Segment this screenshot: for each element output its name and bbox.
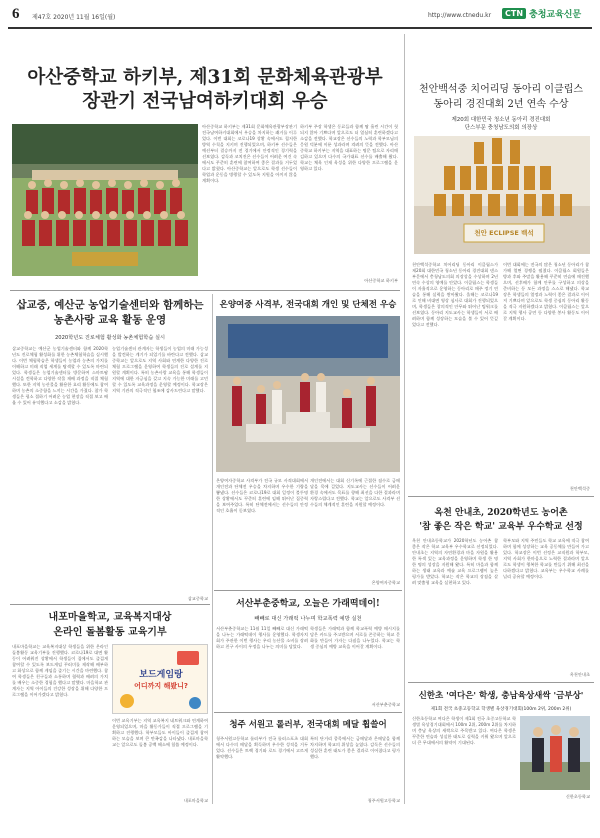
- lead-title-line1: 아산중학교 하키부, 제31회 문화체육관광부: [27, 67, 383, 88]
- naepo-title-line1: 내포마을학교, 교육복지대상: [48, 612, 172, 623]
- shooting-team-photo: [216, 316, 400, 472]
- sapgyo-byline: 삽교중학교: [187, 596, 208, 601]
- okcheon-title-line2: '참 좋은 작은 학교' 교육부 우수학교 선정: [419, 522, 583, 532]
- naepo-title-line2: 온라인 돌봄활동 교육기부: [53, 627, 167, 638]
- seosan-body-col1: 서산부춘중학교는 11월 11일 빼빼로 대신 가래떡을 나누는 가래떡데이 행사를 운영했다. 학생자치회가 주관한 이번 행사는 우리 농산물 소비를 장려하고 친구 사이의 우정을 나누는 의미를 담았다.: [216, 626, 308, 649]
- cheerleading-subtitle-line2: 단스부문 충청남도의회 의장상: [464, 125, 538, 131]
- seosan-bottom-rule: [214, 712, 402, 713]
- column-divider-left: [212, 294, 213, 804]
- naepo-body-col1: 내포마을학교는 교육복지대상 학생들을 위한 온라인 돌봄활동 교육기부를 진행했다. 코로나19로 대면 활동이 어려워진 상황에서 학생들이 집에서도 즐겁게 참여할 수 있도록 보드게임 꾸러미를 제작해 배부하고 화상으로 함께 게임을 즐기는 시간을 마련했다. 참여 학생들은 친구들과 소통하며 협력과 배려의 가치를 배우는 소중한 경험을 했다고 말했다. 마을학교 관계자는 지역 아이들의 건강한 성장을 위해 다양한 프로그램을 이어가겠다고 밝혔다.: [12, 644, 108, 697]
- cheerleading-team-photo: [414, 136, 590, 254]
- onyang-body-col2: 개인전에서는 대회 신기록에 근접한 점수로 금메달을 목에 걸었다. 지도교사는 선수들이 어려운 환경 속에서도 목표를 향해 최선을 다한 결과라며 자랑스럽다고 전했다. 학교는 앞으로도 사격부 선수들의 체계적인 훈련을 지원할 예정이다.: [310, 478, 400, 507]
- sinhan-athlete-image: [520, 716, 590, 790]
- sinhan-body: 신한초등학교 여다은 학생이 제1회 전국 초중고등학교 학생별 육상경기대회에서 100m 2위, 200m 2위를 차지하며 충남 육상의 새싹으로 주목받고 있다. 여다은 학생은 꾸준한 연습과 성실한 태도로 실력을 키워 왔으며 앞으로 더 큰 무대에서의 활약이 기대된다.: [412, 716, 516, 745]
- seosan-subtitle: 빼빼로 대신 가래떡 나누며 학교폭력 예방 실천: [254, 616, 362, 622]
- okcheon-body-col2: 학부모와 지역 주민들도 학교 교육에 적극 참여하며 함께 성장하는 교육 공동체를 만들어 가고 있다. 학교장은 이번 선정은 교직원과 학부모, 지역 사회가 한마음으로 노력한 결과라며 앞으로도 학생이 행복한 학교를 만들기 위해 최선을 다하겠다고 밝혔다. 교육부는 우수학교 사례를 널리 공유할 예정이다.: [503, 538, 589, 579]
- seosan-byline: 서산부춘중학교: [371, 702, 400, 707]
- cheerleading-headline: [408, 82, 594, 112]
- page-header: [8, 4, 592, 26]
- eclipse-banner: 천안 ECLIPSE 백석: [474, 229, 534, 237]
- sapgyo-title-line1: 삽교중, 예산군 농업기술센터와 함께하는: [16, 299, 204, 311]
- sapgyo-subtitle: 2020학년도 진로체험 활성화 농촌체험학습 실시: [55, 335, 165, 341]
- cheongju-byline: 청주서원고등학교: [367, 798, 400, 803]
- cheongju-body-col1: 청주서원고등학교 롤러부가 전국 롤러스포츠 대회에서 다수의 메달을 획득하며 우수한 성적을 거두었다. 선수들은 트랙 경기와 로드 경기에서 고르게 활약했다.: [216, 736, 308, 759]
- sapgyo-headline: [10, 298, 210, 328]
- sinhan-subtitle: 제1회 전국 초중고등학교 학생별 육상경기대회(100m 2위, 200m 2위): [430, 707, 572, 712]
- lead-headline: [10, 66, 400, 114]
- ctn-logo: CTN: [502, 8, 526, 19]
- okcheon-bottom-rule: [408, 682, 594, 683]
- naepo-byline: 내포마을학교: [183, 798, 208, 803]
- cheerleading-title-line1: 천안백석중 치어리딩 동아리 이클립스: [418, 84, 584, 95]
- cheerleading-subtitle: [408, 116, 594, 132]
- sapgyo-body-col2: 농업기술센터 관계자는 학생들이 농업의 미래 가능성을 발견하는 계기가 되었기를 바란다고 전했다. 삽교중학교는 앞으로도 지역 사회와 연계한 다양한 진로체험 프로그램을 운영하여 학생들의 진로 설계를 지원할 계획이다. 특히 농촌사랑 교육을 통해 학생들이 지역에 대한 자긍심을 갖고 지속 가능한 미래를 고민할 수 있도록 교육과정을 운영할 예정이다. 학교장은 지역 기관의 적극적인 협조에 감사드린다고 말했다.: [112, 346, 208, 393]
- naepo-headline: [10, 610, 210, 640]
- cheerleading-title-line2: 동아리 경진대회 2년 연속 수상: [433, 99, 569, 110]
- brand-name: 충청교육신문: [529, 10, 582, 20]
- right-mid-rule: [408, 496, 594, 497]
- okcheon-headline: [408, 506, 594, 534]
- cheongju-body-col2: 특히 단거리 종목에서는 금메달과 은메달을 함께 차지하며 학교의 위상을 높였다. 감독은 선수들의 성실한 훈련 태도가 좋은 결과로 이어졌다고 평가했다.: [310, 736, 400, 759]
- cheerleading-byline: 천안백석중: [569, 486, 590, 491]
- hockey-team-image: [12, 124, 198, 276]
- sinhan-byline: 신한초등학교: [565, 794, 590, 799]
- sapgyo-title-line2: 농촌사랑 교육 활동 운영: [53, 314, 167, 326]
- lead-bottom-rule: [10, 290, 400, 291]
- shooting-team-image: [216, 316, 400, 472]
- onyang-headline: 온양여중 사격부, 전국대회 개인 및 단체전 우승: [219, 300, 397, 310]
- seosan-body-col2: 학생들은 가래떡과 함께 학교폭력 예방 메시지를 담은 카드를 주고받으며 서로를 존중하는 학교 문화를 만들어 가자는 다짐을 나누었다. 학교는 학생 중심의 예방 교육을 이어갈 계획이다.: [310, 626, 400, 649]
- lead-byline: 아산중학교 하키부: [364, 278, 398, 283]
- lead-title-line2: 장관기 전국남여하키대회 우승: [82, 91, 328, 112]
- sapgyo-bottom-rule: [10, 604, 210, 605]
- column-divider-right: [404, 34, 405, 804]
- issue-info: 제47호 2020년 11월 16일(월): [32, 14, 116, 21]
- site-url[interactable]: http://www.ctnedu.kr: [428, 12, 492, 19]
- page-number: 6: [12, 6, 20, 22]
- okcheon-byline: 옥천안내초: [569, 672, 590, 677]
- onyang-body-col1: 온양여자중학교 사격부가 전국 규모 사격대회에서 개인전과 단체전 우승을 차지하며 우수한 기량을 뽐냈다. 선수들은 코로나19로 대회 일정이 불투명한 상황에서도 꾸준히 훈련에 임해 뛰어난 집중력을 보여주었다. 특히 단체전에서는 선수들의 안정적인 호흡이 돋보였다.: [216, 478, 308, 513]
- lead-body-col2: 하키부 주장 학생은 동료들과 함께 땀 흘린 시간이 헛되지 않아 기쁘다며 앞으로도 더 열심히 훈련하겠다고 소감을 전했다. 학교장은 선수들의 노력과 학부모님의 응원 덕분에 이룬 성과라며 격려의 뜻을 전했다. 아산중학교 하키부는 지역을 대표하는 명문 팀으로 자리매김하고 있으며 다수의 국가대표 선수를 배출해 왔다. 학교는 체육 인재 육성을 위한 다양한 프로그램을 운영하고 있다.: [300, 124, 398, 171]
- okcheon-body-col1: 옥천 안내초등학교가 2020학년도 농어촌 참 좋은 작은 학교 교육부 우수학교로 선정되었다. 안내초는 지역의 자연환경과 마을 자원을 활용한 특색 있는 교육과정을 운영하며 학생 한 명 한 명의 성장을 지원해 왔다. 특히 마을과 함께하는 생태 교육과 예술 교육 프로그램이 높은 평가를 받았다. 학교는 작은 학교의 장점을 살려 맞춤형 교육을 실현하고 있다.: [412, 538, 498, 585]
- sapgyo-body-col1: 삽교중학교는 예산군 농업기술센터와 함께 2020학년도 진로체험 활성화를 위한 농촌체험학습을 실시했다. 이번 체험학습은 학생들이 농업과 농촌의 가치를 이해하고 미래 직업 세계를 탐색할 수 있도록 마련되었다. 학생들은 농업기술센터를 방문하여 스마트팜 시설을 견학하고 다양한 작물 재배 과정을 직접 체험했다. 또한 지역 농산물을 활용한 요리 활동에도 참여하며 농촌의 소중함을 느끼는 시간을 가졌다. 참가 학생들은 평소 접하기 어려운 농업 현장을 직접 보고 배울 수 있어 유익했다고 소감을 밝혔다.: [12, 346, 108, 405]
- cheongju-headline: 청주 서원고 롤러부, 전국대회 메달 휩쓸어: [229, 720, 387, 730]
- sinhan-headline: 신한초 '여다은' 학생, 충남육상새싹 '금부상': [418, 691, 584, 701]
- onyang-byline: 온양여자중학교: [371, 580, 400, 585]
- lead-body-col1: 아산중학교 하키부는 제31회 문화체육관광부장관기 전국남여하키대회에서 우승을 차지하는 쾌거를 이루었다. 이번 대회는 코로나19 상황 속에서도 철저한 방역 수칙을 지키며 진행되었으며, 하키부 선수들은 예선부터 결승까지 전 경기에서 안정적인 경기력을 선보였다. 감독과 코치진은 선수들이 어려운 여건 속에서도 꾸준히 훈련에 참여하여 좋은 결과를 거두었다고 밝혔다. 아산중학교는 앞으로도 학생 선수들이 학업과 운동을 병행할 수 있도록 지원을 아끼지 않을 계획이다.: [202, 124, 297, 183]
- sinhan-athlete-photo: [520, 716, 590, 790]
- boardgame-title-line1: 보드게임랑: [139, 670, 183, 680]
- cheerleading-body-col1: 천안백석중학교 치어리딩 동아리 이클립스가 제20회 대한민국 청소년 동아리 경진대회 댄스부문에서 충청남도의회 의장상을 수상하며 2년 연속 수상의 영예를 안았다. 이클립스는 학생들이 자율적으로 운영하는 동아리로 매주 정기 연습을 통해 실력을 쌓아왔다. 올해는 코로나19로 인해 비대면 영상 심사로 대회가 진행되었으며, 학생들은 창의적인 안무와 뛰어난 팀워크를 선보였다. 동아리 지도교사는 학생들이 서로 배려하며 함께 성장하는 모습을 볼 수 있어 뜻깊었다고 전했다.: [412, 262, 498, 327]
- masthead-logo: [502, 7, 581, 20]
- boardgame-poster: [112, 644, 208, 714]
- cheerleading-subtitle-line1: 제20회 대한민국 청소년 동아리 경진대회: [451, 117, 551, 123]
- onyang-bottom-rule: [214, 590, 402, 591]
- header-rule: [8, 27, 592, 29]
- naepo-body-col2: 이번 교육기부는 지역 교육복지 네트워크와 연계하여 운영되었으며, 마을 활동가들이 직접 프로그램을 기획하고 진행했다. 학부모들도 아이들이 즐겁게 참여하는 모습을 보며 큰 만족감을 나타냈다. 내포마을학교는 앞으로도 돌봄 공백 해소에 힘쓸 예정이다.: [112, 718, 208, 747]
- cheerleading-body-col2: 이번 대회에는 전국의 많은 청소년 동아리가 참가해 열띤 경쟁을 펼쳤다. 이클립스 회원들은 방과 후와 주말을 활용해 꾸준히 연습에 매진했으며, 선후배가 함께 안무를 구성하고 의상을 준비하는 등 모든 과정을 스스로 해냈다. 학교장은 학생들의 열정과 노력이 좋은 결과로 이어져 기쁘다며 앞으로도 학생 중심의 동아리 활동을 적극 지원하겠다고 밝혔다. 이클립스는 앞으로 지역 행사 공연 등 다양한 봉사 활동도 이어갈 계획이다.: [503, 262, 589, 321]
- hockey-team-photo: [12, 124, 198, 276]
- seosan-headline: 서산부춘중학교, 오늘은 가래떡데이!: [236, 599, 380, 609]
- okcheon-title-line1: 옥천 안내초, 2020학년도 농어촌: [434, 508, 568, 518]
- boardgame-title-line2: 어디까지 해봤니?: [134, 682, 188, 690]
